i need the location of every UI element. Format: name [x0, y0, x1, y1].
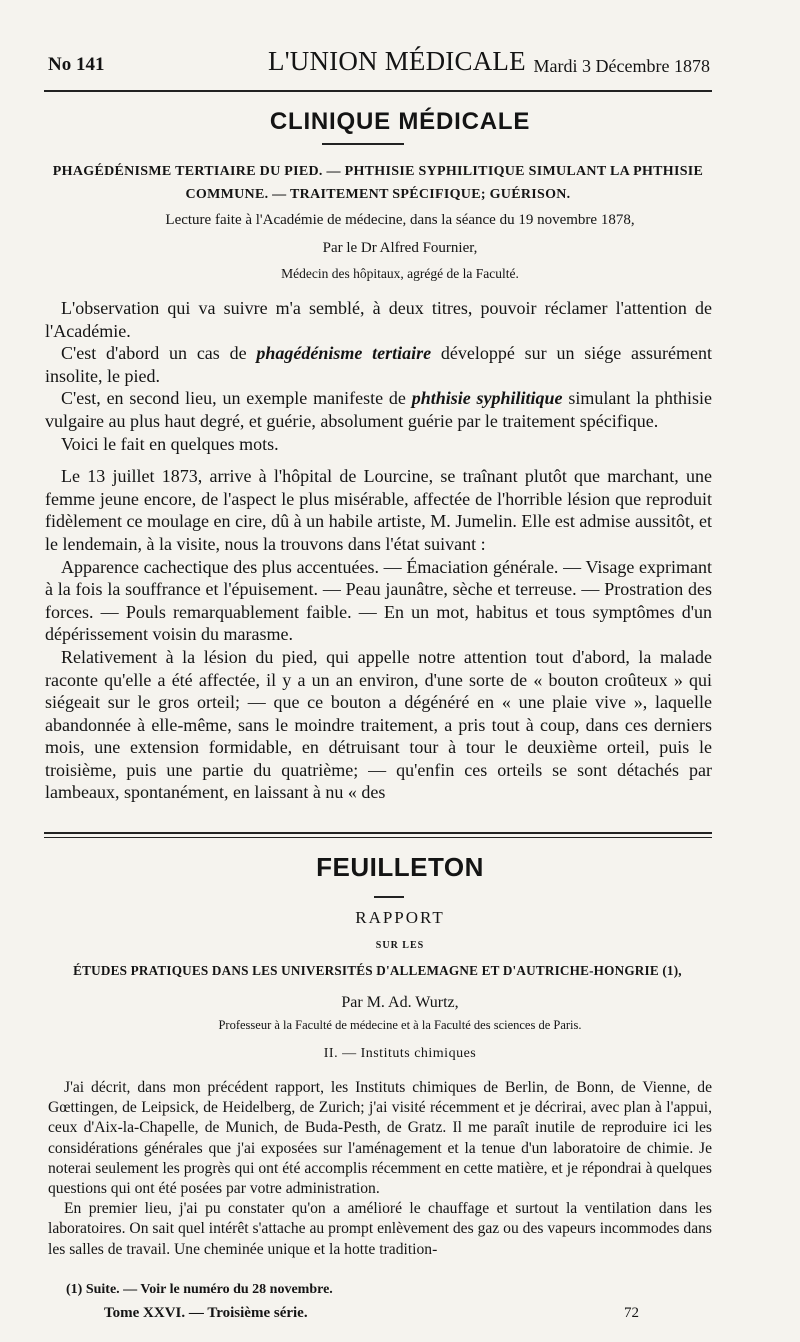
text-run: développé sur un siége assurément insolite, le pied.: [45, 343, 712, 386]
article-author: Par le Dr Alfred Fournier,: [322, 240, 478, 256]
paragraph: Voici le fait en quelques mots.: [61, 433, 279, 454]
feuilleton-rule: [44, 837, 712, 838]
paragraph: [45, 387, 712, 432]
volume-info: Tome XXVI. — Troisième série.: [104, 1305, 308, 1321]
paragraph: Le 13 juillet 1873, arrive à l'hôpital de Lourcine, se traînant plutôt que marchant, une femme jeune encore, de l'aspect le plus misérable, affectée de l'horrible lésion que reproduit fidèlement ce moulage en cire, dû à un habile artiste, M. Jumelin. Elle est admise aussitôt, et le lendemain, à la visite, nous la trouvons dans l'état suivant :: [45, 466, 712, 554]
header-rule: [44, 90, 712, 92]
footnote: (1) Suite. — Voir le numéro du 28 novembre.: [66, 1282, 333, 1297]
section-title: CLINIQUE MÉDICALE: [269, 108, 531, 135]
paragraph: [45, 342, 712, 387]
text-run: C'est, en second lieu, un exemple manifeste de: [61, 388, 412, 409]
paragraph: J'ai décrit, dans mon précédent rapport, les Instituts chimiques de Berlin, de Bonn, de Vienne, de Gœttingen, de Leipsick, de Heidelberg, de Zurich; j'ai visité récemment et je décrirai, avec plan à l'appui, ceux d'Aix-la-Chapelle, de Munich, de Buda-Pesth, de Gratz. Il me paraît inutile de reproduire ici les considérations générales que j'ai exposées sur l'aménagement et la tenue d'un laboratoire de chimie. Je noterai seulement les progrès qui ont été accomplis récemment en cette matière, et je répondrai à quelques questions qui ont été posées par votre administration.: [48, 1079, 712, 1198]
feuilleton-author: Par M. Ad. Wurtz,: [341, 994, 459, 1011]
page-number: 72: [624, 1305, 639, 1321]
section-underline: [322, 143, 404, 145]
issue-number: No 141: [48, 54, 105, 75]
feuilleton-rule: [44, 832, 712, 834]
feuilleton-body: [48, 1078, 712, 1260]
page-footer: [0, 1305, 800, 1327]
article-title: PHAGÉDÉNISME TERTIAIRE DU PIED. — PHTHISIE SYPHILITIQUE SIMULANT LA PHTHISIE COMMUNE. — TRAITEMENT SPÉCIFIQUE; GUÉRISON.: [52, 164, 704, 202]
feuilleton-title: FEUILLETON: [316, 852, 484, 882]
rapport-heading: RAPPORT: [355, 908, 445, 927]
text-run: simulant la phthisie vulgaire au plus haut degré, et guérie, absolument guérie par le traitement spécifique.: [45, 388, 713, 431]
feuilleton-author-title: Professeur à la Faculté de médecine et à la Faculté des sciences de Paris.: [218, 1018, 582, 1032]
paragraph: En premier lieu, j'ai pu constater qu'on a amélioré le chauffage et surtout la ventilation dans les laboratoires. On sait quel intérêt s'attache au prompt enlèvement des gaz ou des vapeurs incommodes dans les salles de travail. Une cheminée unique et la hotte tradition-: [48, 1200, 712, 1258]
text-run: C'est d'abord un cas de: [61, 343, 257, 364]
feuilleton-subject: ÉTUDES PRATIQUES DANS LES UNIVERSITÉS D'ALLEMAGNE ET D'AUTRICHE-HONGRIE (1),: [73, 963, 682, 978]
lecture-note: Lecture faite à l'Académie de médecine, dans la séance du 19 novembre 1878,: [165, 212, 635, 228]
sur-les: SUR LES: [375, 940, 425, 951]
article-body: [45, 297, 712, 804]
running-head: [40, 46, 710, 86]
paragraph: L'observation qui va suivre m'a semblé, à deux titres, pouvoir réclamer l'attention de l'Académie.: [45, 298, 712, 341]
issue-date: Mardi 3 Décembre 1878: [533, 56, 710, 76]
title-dash: [374, 896, 404, 898]
article-author-title: Médecin des hôpitaux, agrégé de la Faculté.: [281, 266, 519, 281]
paragraph: Apparence cachectique des plus accentuées. — Émaciation générale. — Visage exprimant à la fois la souffrance et l'épuisement. — Peau jaunâtre, sèche et terreuse. — Prostration des forces. — Pouls remarquablement faible. — En un mot, habitus et tous symptômes d'un dépérissement voisin du marasme.: [45, 556, 712, 645]
feuilleton-section: II. — Instituts chimiques: [323, 1046, 477, 1061]
paragraph: Relativement à la lésion du pied, qui appelle notre attention tout d'abord, la malade raconte qu'elle a été affectée, il y a un an environ, d'une sorte de « bouton croûteux » qui siégeait sur le gros orteil; — que ce bouton a dégénéré en « une plaie vive », laquelle abandonnée à elle-même, sans le moindre traitement, a pris tout à coup, dans ces derniers mois, une extension formidable, en détruisant tour à tour le deuxième orteil, puis le troisième, puis une partie du quatrième; — qu'enfin ces orteils se sont détachés par lambeaux, spontanément, en laissant à nu « des: [45, 646, 712, 803]
emphasis: phagédénisme tertiaire: [256, 343, 432, 364]
emphasis: phthisie syphilitique: [411, 388, 563, 409]
journal-title: L'UNION MÉDICALE: [268, 46, 526, 76]
